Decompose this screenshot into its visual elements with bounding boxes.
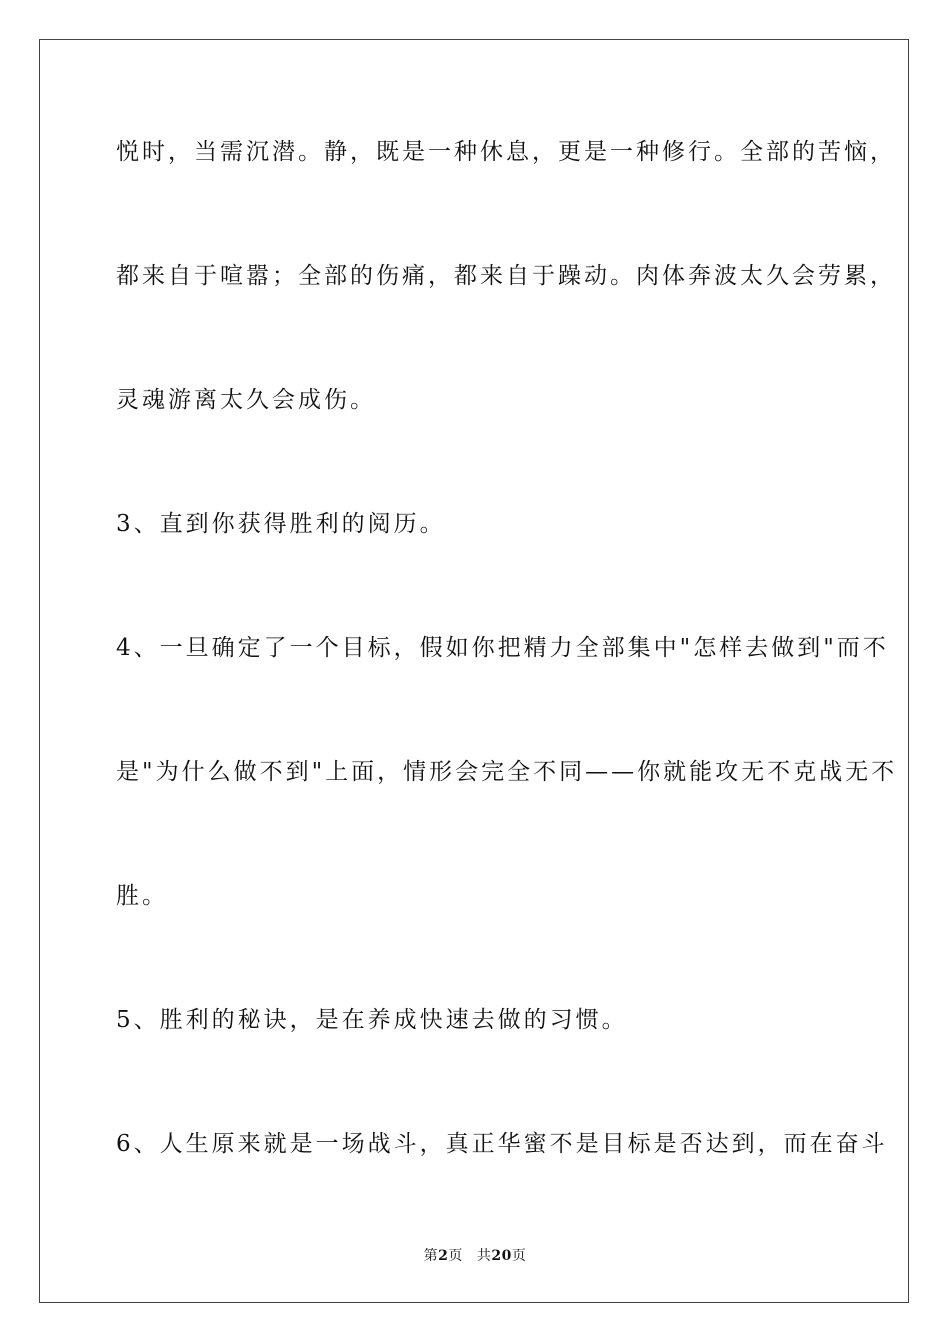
text-line: 胜。 [116,883,168,909]
text-line: 4、一旦确定了一个目标，假如你把精力全部集中"怎样去做到"而不 [116,635,889,661]
text-line: 悦时，当需沉潜。静，既是一种休息，更是一种修行。全部的苦恼， [116,139,896,165]
page-footer [0,1246,950,1266]
page-prefix: 第 [423,1248,439,1264]
page-suffix: 页 [448,1248,463,1264]
text-line: 是"为什么做不到"上面，情形会完全不同——你就能攻无不克战无不 [116,759,898,785]
total-suffix: 页 [511,1248,527,1264]
total-pages: 20 [491,1248,512,1264]
total-prefix: 共 [476,1248,492,1264]
text-line: 6、人生原来就是一场战斗，真正华蜜不是目标是否达到，而在奋斗 [116,1131,888,1157]
text-line: 灵魂游离太久会成伤。 [116,387,376,413]
text-line: 都来自于喧嚣；全部的伤痛，都来自于躁动。肉体奔波太久会劳累， [116,263,896,289]
text-line: 3、直到你获得胜利的阅历。 [116,511,446,537]
page-number: 2 [438,1248,449,1264]
text-line: 5、胜利的秘诀，是在养成快速去做的习惯。 [116,1007,628,1033]
page-border [39,39,909,1303]
